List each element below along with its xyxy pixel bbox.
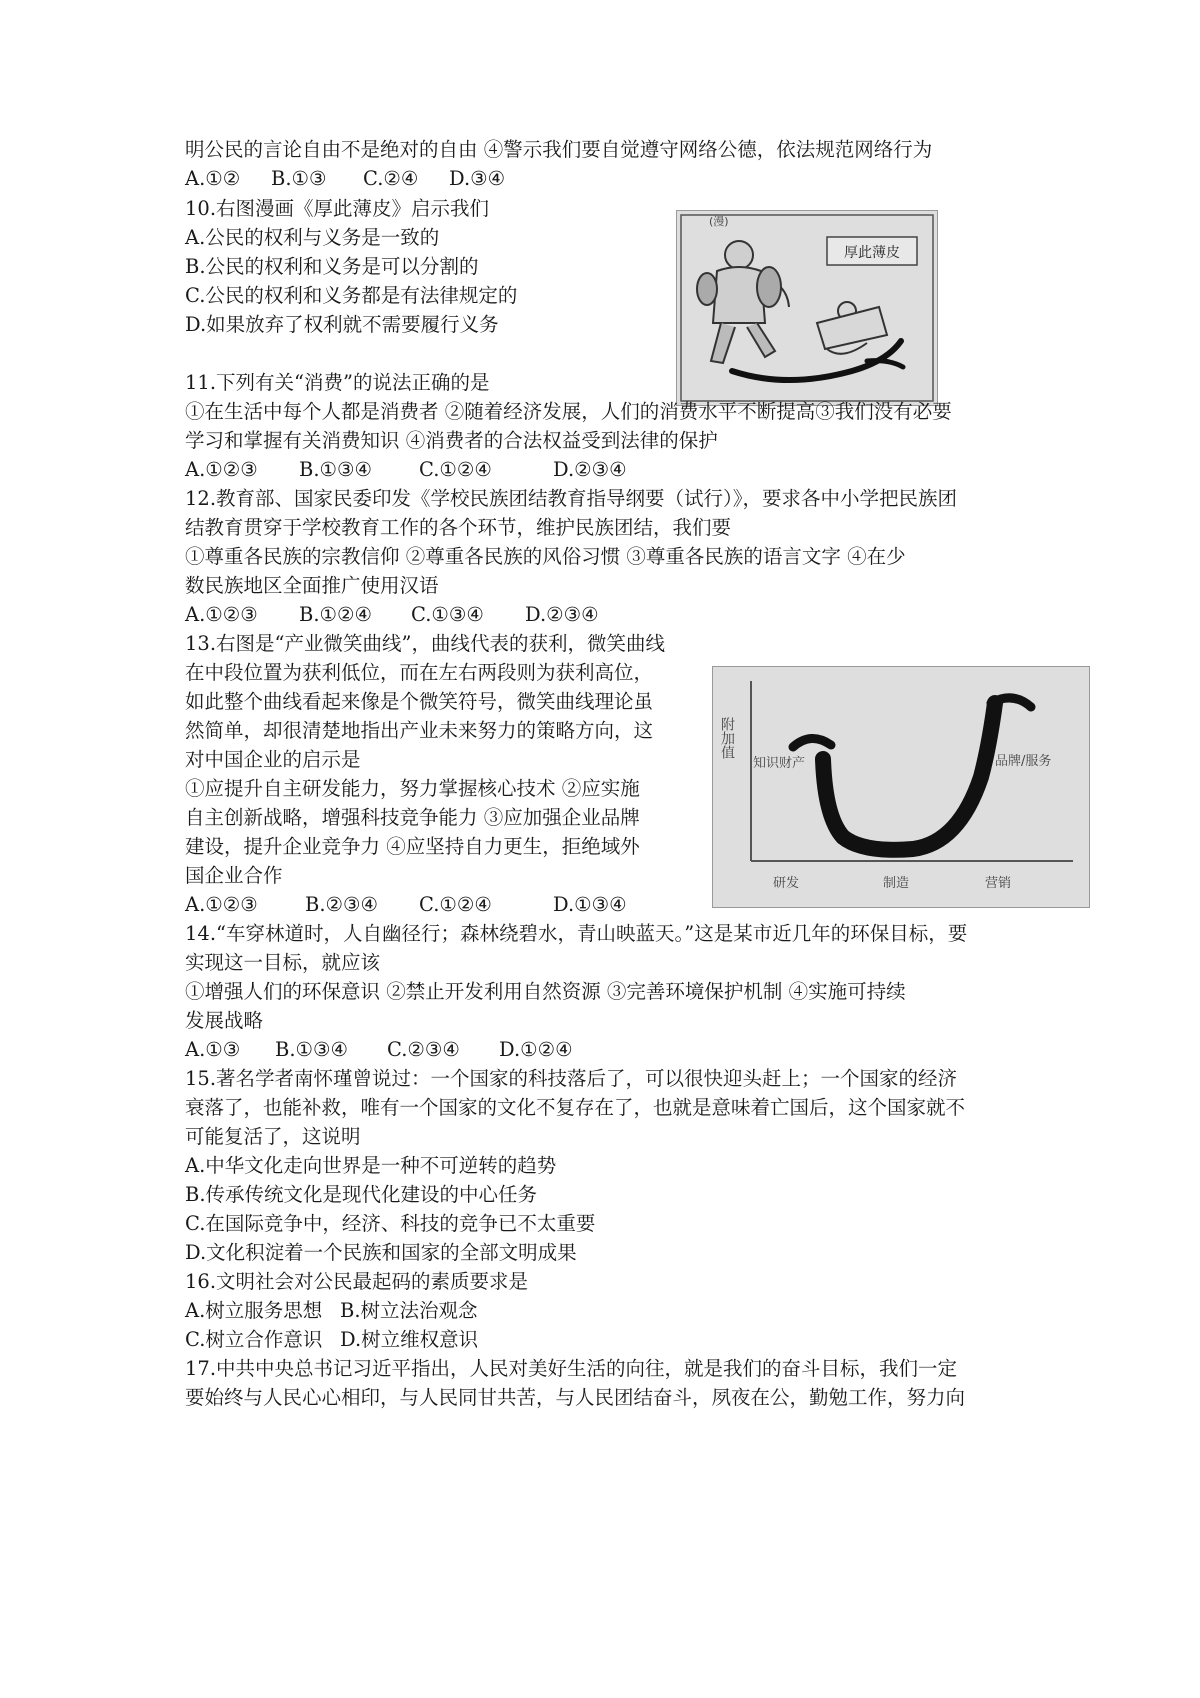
- cartoon-man-icon: [697, 241, 789, 363]
- q12-option-d: D.②③④: [525, 603, 599, 626]
- q13-option-d: D.①③④: [553, 893, 627, 916]
- q16-option-c: C.树立合作意识: [185, 1328, 323, 1351]
- right-label: 品牌/服务: [995, 754, 1052, 769]
- q13-text-line: 建设，提升企业竞争力 ④应坚持自力更生，拒绝域外: [185, 835, 640, 858]
- q13-text-line: 对中国企业的启示是: [185, 748, 361, 771]
- x-label-marketing: 营销: [985, 876, 1012, 891]
- x-label-manufacture: 制造: [883, 876, 910, 891]
- q13-option-b: B.②③④: [305, 893, 378, 916]
- x-label-research: 研发: [773, 876, 800, 891]
- q10-choice-c: C.公民的权利和义务都是有法律规定的: [185, 284, 518, 307]
- q9-option-d: D.③④: [449, 167, 506, 190]
- q15-stem-line: 衰落了，也能补救，唯有一个国家的文化不复存在了，也就是意味着亡国后，这个国家就不: [185, 1096, 966, 1119]
- q16-option-a: A.树立服务思想: [185, 1299, 323, 1322]
- q9-options: [185, 166, 505, 192]
- q14-stem-line: 实现这一目标，就应该: [185, 951, 381, 974]
- q16-options-row: [185, 1298, 478, 1324]
- cartoon-child-icon: [817, 302, 887, 354]
- text-line: 明公民的言论自由不是绝对的自由 ④警示我们要自觉遵守网络公德，依法规范网络行为: [185, 138, 933, 161]
- q13-text-line: 在中段位置为获利低位，而在左右两段则为获利高位，: [185, 661, 654, 684]
- q11-stem: 11.下列有关“消费”的说法正确的是: [185, 371, 490, 394]
- q14-stem-line: 14.“车穿林道时，人自幽径行；森林绕碧水，青山映蓝天。”这是某市近几年的环保目标，要: [185, 922, 968, 945]
- q12-option-c: C.①③④: [411, 603, 484, 626]
- q13-option-a: A.①②③: [185, 893, 258, 916]
- q16-option-d: D.树立维权意识: [340, 1328, 479, 1351]
- q10-figure-corner-label: (漫): [709, 215, 729, 228]
- q14-statements-line: 发展战略: [185, 1009, 264, 1032]
- q11-statements-line: 学习和掌握有关消费知识 ④消费者的合法权益受到法律的保护: [185, 429, 718, 452]
- q14-option-c: C.②③④: [387, 1038, 460, 1061]
- q12-option-b: B.①②④: [299, 603, 372, 626]
- q11-options: [185, 457, 627, 483]
- q12-options: [185, 602, 599, 628]
- q10-figure-caption: 厚此薄皮: [844, 245, 900, 261]
- q11-option-d: D.②③④: [553, 458, 627, 481]
- q13-options: [185, 892, 627, 918]
- q15-choice-a: A.中华文化走向世界是一种不可逆转的趋势: [185, 1154, 557, 1177]
- q13-text-line: 如此整个曲线看起来像是个微笑符号，微笑曲线理论虽: [185, 690, 654, 713]
- q13-option-c: C.①②④: [419, 893, 492, 916]
- q14-option-d: D.①②④: [499, 1038, 573, 1061]
- q10-stem: 10.右图漫画《厚此薄皮》启示我们: [185, 197, 490, 220]
- q10-choice-d: D.如果放弃了权利就不需要履行义务: [185, 313, 499, 336]
- q12-stem-line: 12.教育部、国家民委印发《学校民族团结教育指导纲要（试行）》，要求各中小学把民族团: [185, 487, 958, 510]
- q15-choice-c: C.在国际竞争中，经济、科技的竞争已不太重要: [185, 1212, 596, 1235]
- q15-choice-b: B.传承传统文化是现代化建设的中心任务: [185, 1183, 538, 1206]
- q16-option-b: B.树立法治观念: [340, 1299, 478, 1322]
- q14-options: [185, 1037, 573, 1063]
- y-axis-label-text: 附加值: [719, 717, 735, 759]
- q11-option-c: C.①②④: [419, 458, 492, 481]
- q12-statements-line: ①尊重各民族的宗教信仰 ②尊重各民族的风俗习惯 ③尊重各民族的语言文字 ④在少: [185, 545, 906, 568]
- smile-curve: [823, 703, 995, 850]
- q14-option-a: A.①③: [185, 1038, 241, 1061]
- q12-option-a: A.①②③: [185, 603, 258, 626]
- q16-options-row: [185, 1327, 478, 1353]
- q13-text-line: 国企业合作: [185, 864, 283, 887]
- q15-choice-d: D.文化积淀着一个民族和国家的全部文明成果: [185, 1241, 577, 1264]
- smile-left-tip: [793, 738, 831, 747]
- q14-statements-line: ①增强人们的环保意识 ②禁止开发利用自然资源 ③完善环境保护机制 ④实施可持续: [185, 980, 906, 1003]
- q9-option-c: C.②④: [363, 167, 419, 190]
- smile-curve-figure: [712, 666, 1090, 908]
- q13-text-line: 然简单，却很清楚地指出产业未来努力的策略方向，这: [185, 719, 654, 742]
- q10-choice-b: B.公民的权利和义务是可以分割的: [185, 255, 479, 278]
- q15-stem-line: 可能复活了，这说明: [185, 1125, 361, 1148]
- q11-option-b: B.①③④: [299, 458, 372, 481]
- q13-text-line: ①应提升自主研发能力，努力掌握核心技术 ②应实施: [185, 777, 640, 800]
- q15-stem-line: 15.著名学者南怀瑾曾说过：一个国家的科技落后了，可以很快迎头赶上；一个国家的经济: [185, 1067, 958, 1090]
- q16-stem: 16.文明社会对公民最起码的素质要求是: [185, 1270, 529, 1293]
- y-axis-label: [719, 717, 735, 759]
- q10-cartoon-figure: [676, 210, 938, 406]
- q10-choice-a: A.公民的权利与义务是一致的: [185, 226, 440, 249]
- q12-statements-line: 数民族地区全面推广使用汉语: [185, 574, 439, 597]
- q12-stem-line: 结教育贯穿于学校教育工作的各个环节，维护民族团结，我们要: [185, 516, 732, 539]
- q13-text-line: 13.右图是“产业微笑曲线”，曲线代表的获利，微笑曲线: [185, 632, 665, 655]
- q13-text-line: 自主创新战略，增强科技竞争能力 ③应加强企业品牌: [185, 806, 640, 829]
- q9-option-a: A.①②: [185, 167, 241, 190]
- q14-option-b: B.①③④: [275, 1038, 348, 1061]
- q17-stem-line: 要始终与人民心心相印，与人民同甘共苦，与人民团结奋斗，夙夜在公，勤勉工作，努力向: [185, 1386, 966, 1409]
- q11-statements-line: ①在生活中每个人都是消费者 ②随着经济发展，人们的消费水平不断提高③我们没有必要: [185, 400, 952, 423]
- q17-stem-line: 17.中共中央总书记习近平指出，人民对美好生活的向往，就是我们的奋斗目标，我们一定: [185, 1357, 958, 1380]
- left-label: 知识财产: [753, 756, 806, 771]
- q9-option-b: B.①③: [271, 167, 327, 190]
- q11-option-a: A.①②③: [185, 458, 258, 481]
